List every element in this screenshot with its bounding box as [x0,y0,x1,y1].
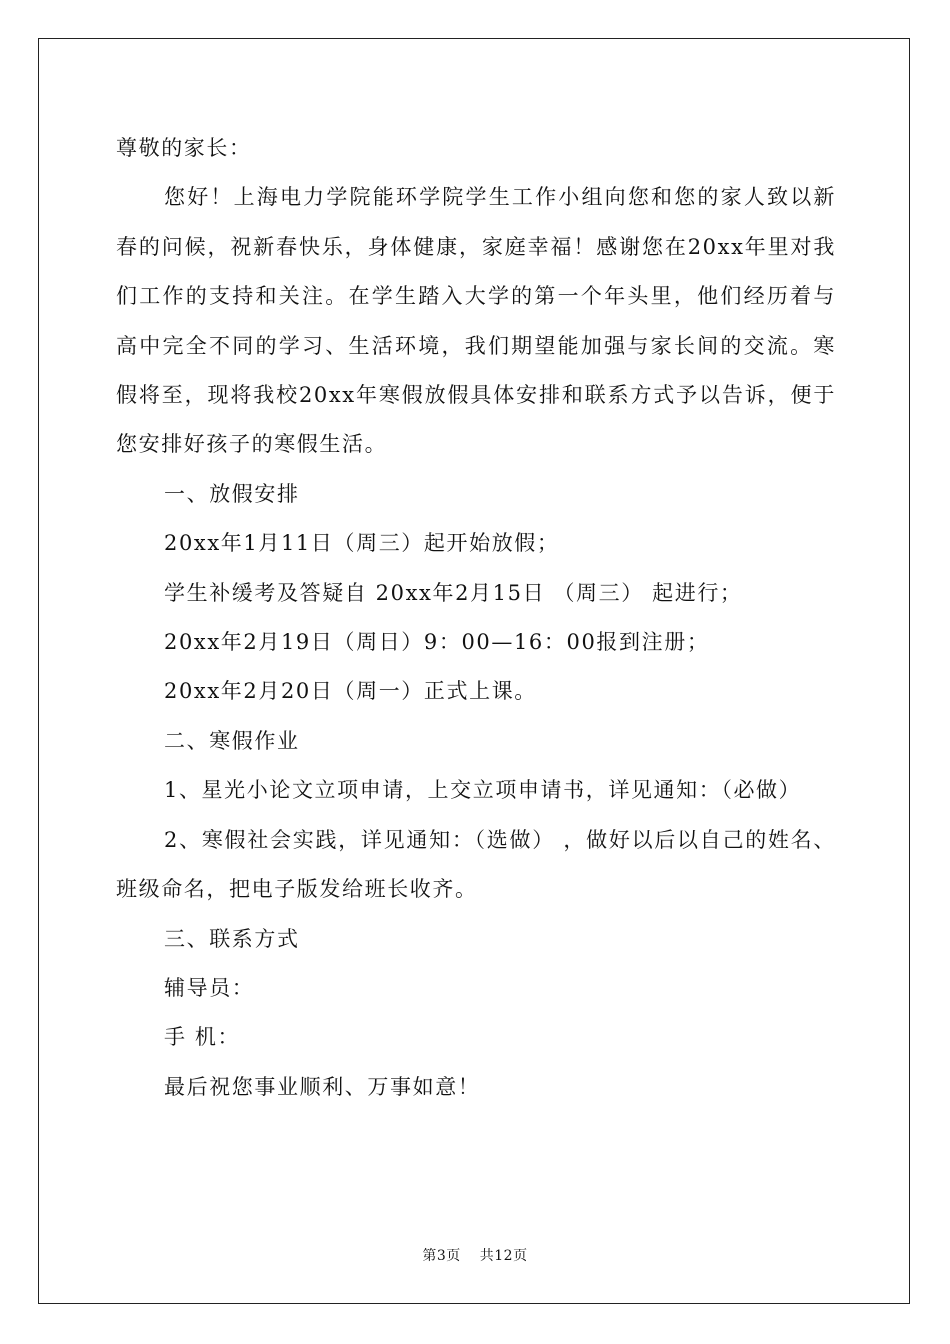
homework-item-1: 1、星光小论文立项申请，上交立项申请书，详见通知：（必做） [164,778,802,803]
makeup-exam: 学生补缓考及答疑自 20xx年2月15日 （周三） 起进行； [164,580,743,605]
section-heading-holiday: 一、放假安排 [164,481,300,506]
page-number: 第3页 [422,1248,461,1264]
classes-start: 20xx年2月20日（周一）正式上课。 [164,679,537,704]
closing-wish: 最后祝您事业顺利、万事如意！ [164,1074,481,1099]
phone-label: 手 机： [164,1025,241,1050]
counselor-label: 辅导员： [164,975,255,1000]
page-footer [0,1245,950,1265]
section-heading-contact: 三、联系方式 [164,926,300,951]
greeting-paragraph: 您好！上海电力学院能环学院学生工作小组向您和您的家人致以新春的问候，祝新春快乐，身体健康，家庭幸福！感谢您在20xx年里对我们工作的支持和关注。在学生踏入大学的第一个年头里，他们经历着与高中完全不同的学习、生活环境，我们期望能加强与家长间的交流。寒假将至，现将我校20xx年寒假放假具体安排和联系方式予以告诉，便于您安排好孩子的寒假生活。 [116,185,836,457]
holiday-start: 20xx年1月11日（周三）起开始放假； [164,531,560,556]
salutation: 尊敬的家长： [116,136,252,160]
section-heading-homework: 二、寒假作业 [164,728,300,753]
homework-item-2: 2、寒假社会实践，详见通知：（选做） ，做好以后以自己的姓名、班级命名，把电子版发给班长收齐。 [116,827,836,902]
document-body [116,124,836,1112]
registration: 20xx年2月19日（周日）9：00—16：00报到注册； [164,630,710,655]
page-total: 共12页 [479,1248,528,1264]
